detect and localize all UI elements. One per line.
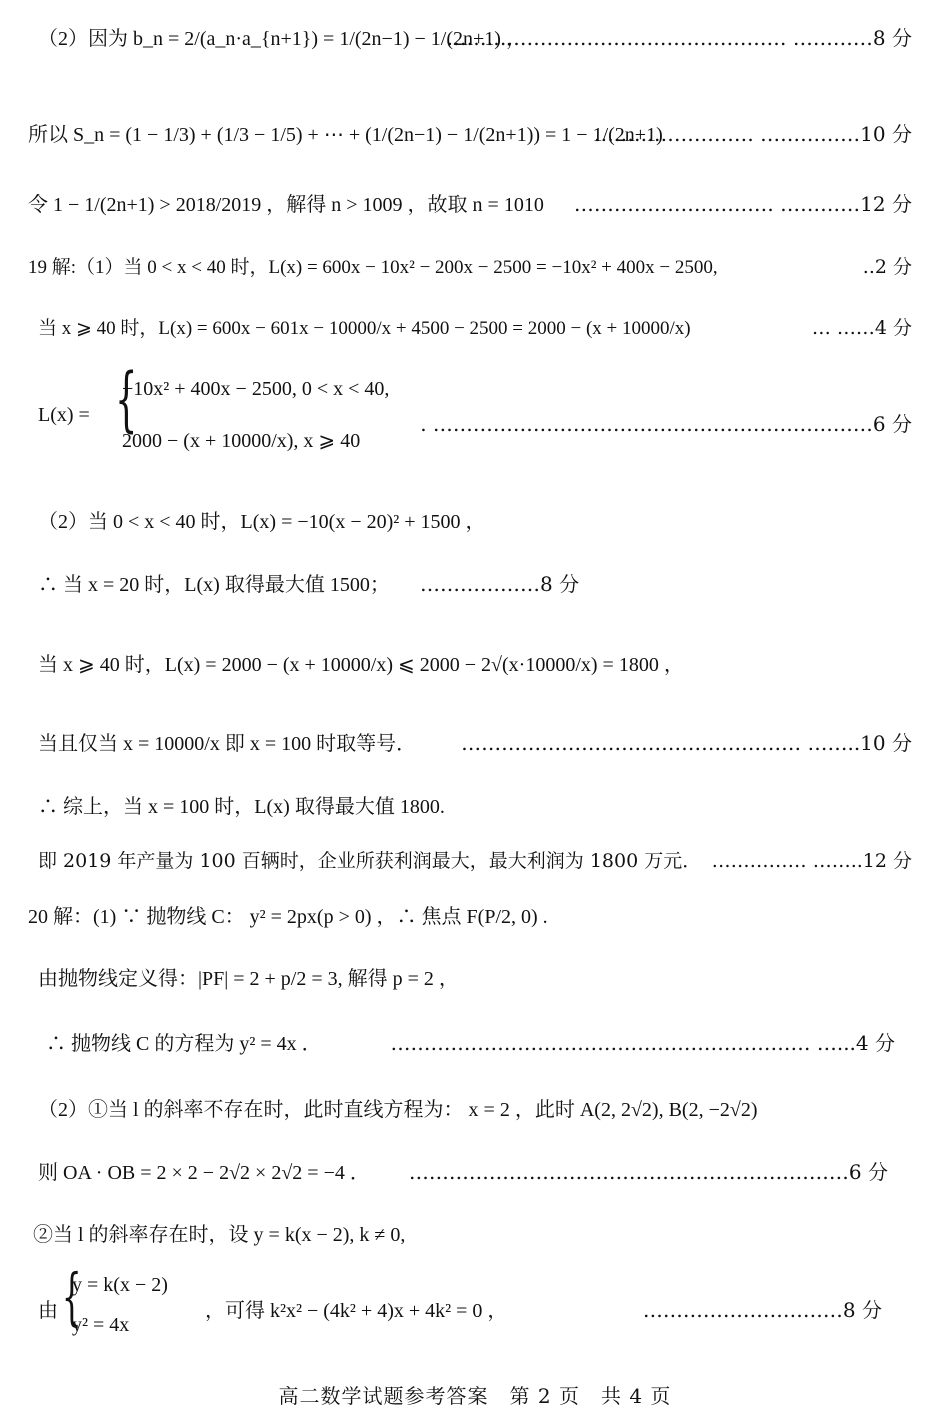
score-marker: …………………… ……………10 分 bbox=[593, 122, 912, 146]
piecewise-case-1: −10x² + 400x − 2500, 0 < x < 40, bbox=[122, 378, 390, 400]
score-marker: … ……4 分 bbox=[811, 317, 912, 339]
left-brace: { bbox=[61, 1260, 82, 1333]
formula-text: 当 x ⩾ 40 时，L(x) = 600x − 601x − 10000/x + 4500 − 2500 = 2000 − (x + 10000/x) bbox=[38, 318, 691, 339]
piecewise-case-2: 2000 − (x + 10000/x), x ⩾ 40 bbox=[122, 430, 361, 452]
system-prefix: 由 bbox=[38, 1298, 58, 1322]
answer-line-19-system bbox=[0, 1260, 950, 1348]
formula-text: 当且仅当 x = 10000/x 即 x = 100 时取等号． bbox=[38, 733, 417, 755]
formula-text: ∴ 当 x = 20 时，L(x) 取得最大值 1500； bbox=[38, 574, 390, 596]
score-marker: …………………………8 分 bbox=[642, 1298, 882, 1322]
formula-text: 所以 S_n = (1 − 1/3) + (1/3 − 1/5) + ⋯ + (1/(2n−1) − 1/(2n+1)) = 1 − 1/(2n+1) bbox=[28, 124, 663, 146]
formula-text: （2）当 0 < x < 40 时，L(x) = −10(x − 20)² + 1500 ， bbox=[38, 511, 486, 533]
formula-text: （2）因为 b_n = 2/(a_n·a_{n+1}) = 1/(2n−1) − 1/(2n+1) ， bbox=[38, 28, 526, 50]
system-eq-2: y² = 4x bbox=[72, 1314, 130, 1336]
formula-text: ②当 l 的斜率存在时，设 y = k(x − 2), k ≠ 0, bbox=[33, 1224, 406, 1246]
formula-text: ，可得 k²x² − (4k² + 4)x + 4k² = 0 ， bbox=[205, 1300, 508, 1322]
formula-text: （2）①当 l 的斜率不存在时，此时直线方程为： x = 2 ，此时 A(2, 2√2), B(2, −2√2) bbox=[38, 1099, 758, 1121]
score-marker: …………………………………………… …………8 分 bbox=[446, 26, 912, 50]
formula-text: 即 2019 年产量为 100 百辆时，企业所获利润最大，最大利润为 1800 万元． bbox=[38, 850, 702, 872]
score-marker: …………… ……..12 分 bbox=[711, 850, 912, 872]
score-marker: ………………8 分 bbox=[420, 572, 580, 596]
left-brace: { bbox=[115, 358, 138, 440]
answer-line-6-piecewise bbox=[0, 358, 950, 470]
score-marker: ………………………… …………12 分 bbox=[573, 192, 912, 216]
formula-text: 由抛物线定义得：|PF| = 2 + p/2 = 3, 解得 p = 2 ， bbox=[38, 968, 459, 990]
score-marker: …………………………………………… ……..10 分 bbox=[461, 731, 912, 755]
page-footer: 高二数学试题参考答案 第 2 页 共 4 页 bbox=[278, 1384, 672, 1408]
formula-text: ∴ 抛物线 C 的方程为 y² = 4x ． bbox=[46, 1033, 322, 1055]
score-marker: . …………………………………………………………6 分 bbox=[420, 412, 912, 436]
system-eq-1: y = k(x − 2) bbox=[72, 1274, 168, 1296]
formula-text: 则 OA · OB = 2 × 2 − 2√2 × 2√2 = −4 ． bbox=[38, 1162, 370, 1184]
formula-text: 19 解:（1）当 0 < x < 40 时，L(x) = 600x − 10x² − 200x − 2500 = −10x² + 400x − 2500, bbox=[28, 257, 718, 278]
piecewise-prefix: L(x) = bbox=[38, 404, 90, 426]
formula-text: 20 解：(1) ∵ 抛物线 C： y² = 2px(p > 0) ，∴ 焦点 F(P/2, 0) . bbox=[28, 906, 548, 928]
formula-text: 当 x ⩾ 40 时，L(x) = 2000 − (x + 10000/x) ⩽ 2000 − 2√(x·10000/x) = 1800 ， bbox=[38, 654, 684, 676]
formula-text: 令 1 − 1/(2n+1) > 2018/2019 ，解得 n > 1009 ，故取 n = 1010 bbox=[28, 194, 544, 216]
formula-text: ∴ 综上，当 x = 100 时，L(x) 取得最大值 1800. bbox=[38, 796, 445, 818]
score-marker: …………………………………………………………6 分 bbox=[408, 1160, 888, 1184]
score-marker: ..2 分 bbox=[862, 256, 912, 278]
score-marker: ……………………………………………………… …...4 分 bbox=[390, 1031, 895, 1055]
